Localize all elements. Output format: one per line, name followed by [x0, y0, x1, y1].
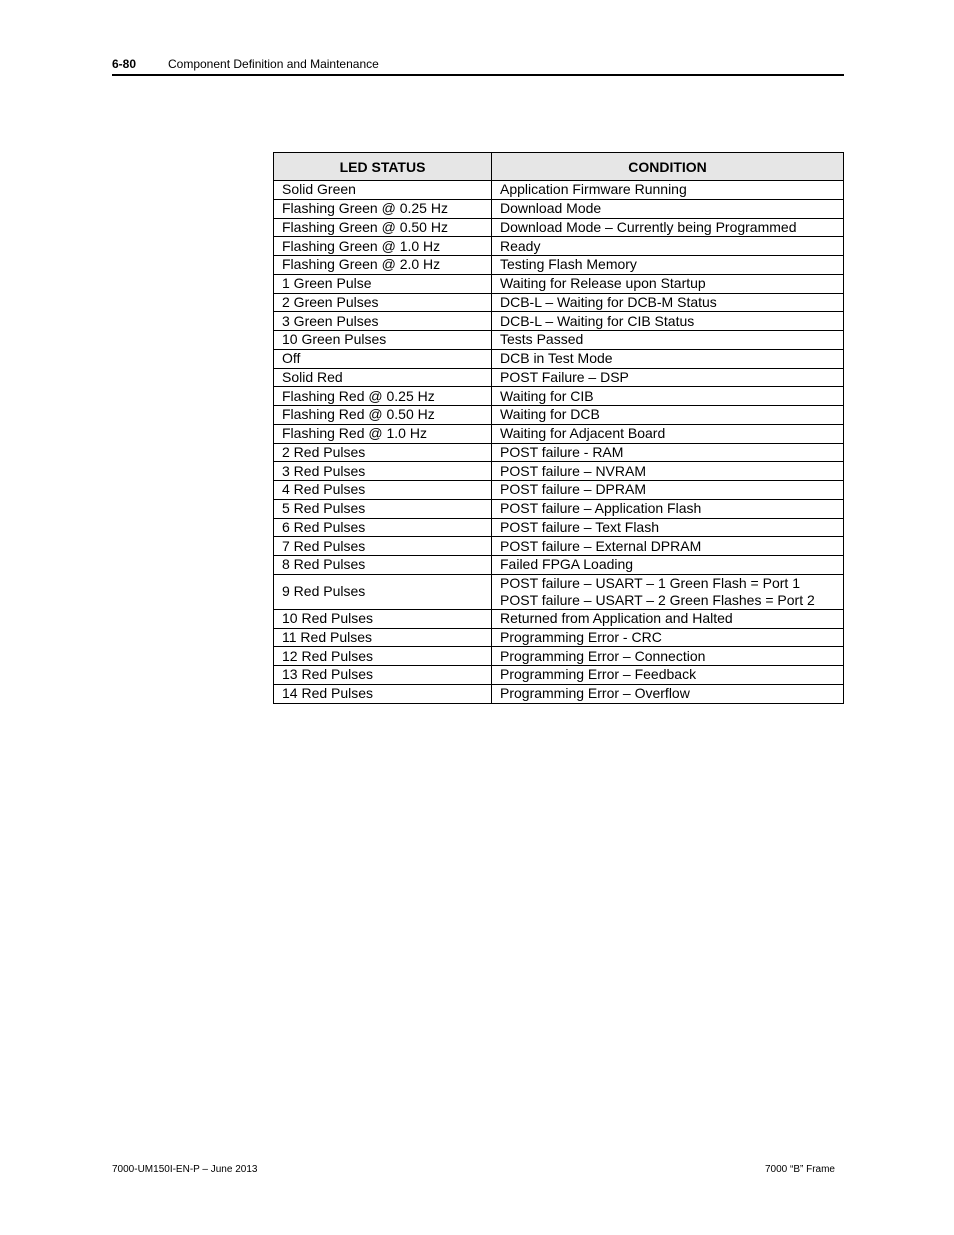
- condition-text: POST failure – Application Flash: [500, 500, 702, 517]
- led-status-cell: Flashing Green @ 0.25 Hz: [274, 199, 492, 218]
- condition-cell: [492, 537, 844, 556]
- table-row: [274, 274, 844, 293]
- condition-text: POST failure – Text Flash: [500, 518, 659, 535]
- table-row: [274, 443, 844, 462]
- led-status-cell: Flashing Red @ 0.50 Hz: [274, 406, 492, 425]
- footer-doc-id: 7000-UM150I-EN-P – June 2013: [112, 1164, 258, 1175]
- condition-cell: [492, 199, 844, 218]
- table-row: [274, 462, 844, 481]
- table-row: [274, 481, 844, 500]
- table-row: [274, 499, 844, 518]
- led-status-cell: 10 Red Pulses: [274, 609, 492, 628]
- condition-cell: [492, 349, 844, 368]
- led-status-cell: 11 Red Pulses: [274, 628, 492, 647]
- condition-cell: [492, 406, 844, 425]
- condition-text: Ready: [500, 237, 541, 254]
- led-status-cell: 4 Red Pulses: [274, 481, 492, 500]
- condition-cell: [492, 574, 844, 609]
- condition-cell: [492, 556, 844, 575]
- condition-cell: [492, 256, 844, 275]
- condition-text: Programming Error – Overflow: [500, 685, 690, 702]
- led-status-cell: 1 Green Pulse: [274, 274, 492, 293]
- condition-text: Programming Error - CRC: [500, 628, 662, 645]
- condition-text: DCB in Test Mode: [500, 350, 613, 367]
- table-header-row: [274, 153, 844, 181]
- condition-text: Testing Flash Memory: [500, 256, 637, 273]
- condition-cell: [492, 424, 844, 443]
- condition-cell: [492, 312, 844, 331]
- led-status-cell: 3 Red Pulses: [274, 462, 492, 481]
- condition-cell: [492, 331, 844, 350]
- table-row: [274, 368, 844, 387]
- led-status-cell: Off: [274, 349, 492, 368]
- condition-text: POST failure - RAM: [500, 443, 624, 460]
- condition-text: Programming Error – Feedback: [500, 666, 697, 683]
- condition-text: Returned from Application and Halted: [500, 610, 733, 627]
- condition-text: Application Firmware Running: [500, 181, 687, 198]
- led-status-cell: Flashing Green @ 2.0 Hz: [274, 256, 492, 275]
- condition-cell: [492, 628, 844, 647]
- led-status-cell: 6 Red Pulses: [274, 518, 492, 537]
- led-status-cell: 9 Red Pulses: [274, 574, 492, 609]
- table-row: [274, 684, 844, 703]
- table-row: [274, 609, 844, 628]
- condition-text: Failed FPGA Loading: [500, 556, 634, 573]
- condition-cell: [492, 481, 844, 500]
- condition-cell: [492, 518, 844, 537]
- led-status-cell: 5 Red Pulses: [274, 499, 492, 518]
- condition-text: Waiting for DCB: [500, 406, 600, 423]
- condition-text: Waiting for CIB: [500, 387, 594, 404]
- condition-text: POST failure – External DPRAM: [500, 537, 702, 554]
- condition-text: Waiting for Release upon Startup: [500, 275, 706, 292]
- condition-cell: [492, 218, 844, 237]
- table-row: [274, 518, 844, 537]
- condition-cell: [492, 237, 844, 256]
- section-title: Component Definition and Maintenance: [168, 57, 379, 71]
- condition-text: Tests Passed: [500, 331, 584, 348]
- table-row: [274, 537, 844, 556]
- condition-cell: [492, 684, 844, 703]
- led-status-cell: Solid Red: [274, 368, 492, 387]
- table-row: [274, 331, 844, 350]
- led-status-cell: 13 Red Pulses: [274, 666, 492, 685]
- led-status-cell: 7 Red Pulses: [274, 537, 492, 556]
- condition-cell: [492, 387, 844, 406]
- condition-cell: [492, 293, 844, 312]
- table-row: [274, 424, 844, 443]
- table-row: [274, 312, 844, 331]
- condition-cell: [492, 666, 844, 685]
- condition-cell: [492, 368, 844, 387]
- led-status-cell: 2 Red Pulses: [274, 443, 492, 462]
- table-row: [274, 256, 844, 275]
- led-status-cell: Solid Green: [274, 181, 492, 200]
- led-status-cell: 3 Green Pulses: [274, 312, 492, 331]
- led-status-table: [273, 152, 844, 704]
- led-status-cell: 10 Green Pulses: [274, 331, 492, 350]
- condition-cell: [492, 462, 844, 481]
- table-row: [274, 628, 844, 647]
- condition-text: DCB-L – Waiting for DCB-M Status: [500, 293, 717, 310]
- footer-frame: 7000 “B” Frame: [764, 1164, 835, 1175]
- page-header: [112, 56, 844, 76]
- condition-text: Programming Error – Connection: [500, 647, 706, 664]
- led-status-cell: Flashing Green @ 0.50 Hz: [274, 218, 492, 237]
- table-row: [274, 666, 844, 685]
- condition-cell: [492, 609, 844, 628]
- table-row: [274, 387, 844, 406]
- led-status-cell: Flashing Green @ 1.0 Hz: [274, 237, 492, 256]
- table-row: [274, 293, 844, 312]
- condition-text: POST failure – DPRAM: [500, 481, 647, 498]
- condition-cell: [492, 181, 844, 200]
- condition-text: POST failure – USART – 2 Green Flashes = Port 2: [500, 591, 815, 608]
- table-row: [274, 237, 844, 256]
- table-row: [274, 574, 844, 609]
- condition-text: POST failure – NVRAM: [500, 462, 647, 479]
- table-row: [274, 556, 844, 575]
- column-header-led-status: LED STATUS: [274, 153, 492, 181]
- led-status-cell: Flashing Red @ 0.25 Hz: [274, 387, 492, 406]
- page-number: 6-80: [112, 57, 137, 71]
- led-status-cell: 2 Green Pulses: [274, 293, 492, 312]
- condition-cell: [492, 443, 844, 462]
- condition-cell: [492, 499, 844, 518]
- table-row: [274, 349, 844, 368]
- column-header-condition: CONDITION: [492, 153, 844, 181]
- table-row: [274, 181, 844, 200]
- condition-cell: [492, 274, 844, 293]
- table-row: [274, 406, 844, 425]
- condition-text: Download Mode: [500, 200, 602, 217]
- condition-text: POST failure – USART – 1 Green Flash = Port 1: [500, 574, 800, 591]
- led-status-cell: Flashing Red @ 1.0 Hz: [274, 424, 492, 443]
- condition-text: Waiting for Adjacent Board: [500, 425, 666, 442]
- led-status-cell: 8 Red Pulses: [274, 556, 492, 575]
- condition-text: DCB-L – Waiting for CIB Status: [500, 312, 695, 329]
- table-row: [274, 218, 844, 237]
- condition-text: POST Failure – DSP: [500, 368, 629, 385]
- table-row: [274, 199, 844, 218]
- table-row: [274, 647, 844, 666]
- condition-cell: [492, 647, 844, 666]
- led-status-cell: 12 Red Pulses: [274, 647, 492, 666]
- condition-text: Download Mode – Currently being Programmed: [500, 218, 797, 235]
- led-status-cell: 14 Red Pulses: [274, 684, 492, 703]
